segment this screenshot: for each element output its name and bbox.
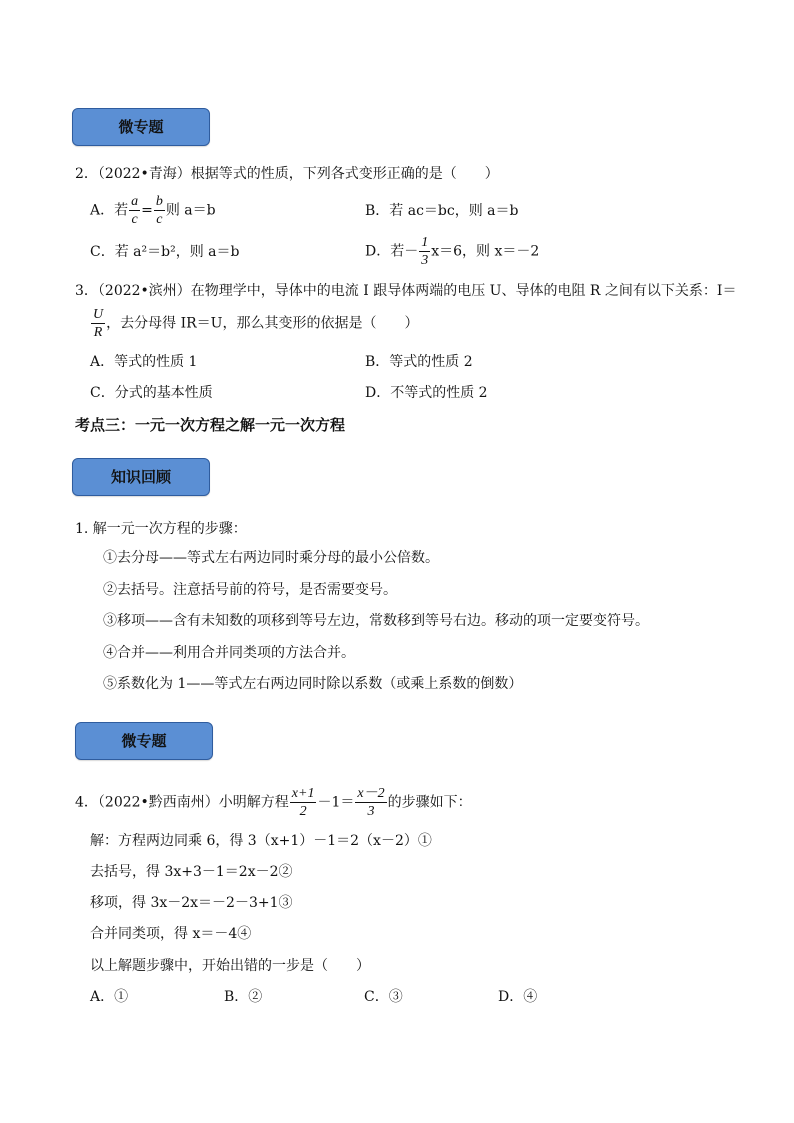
solution-line: 合并同类项，得 x＝－4④	[90, 926, 252, 942]
fraction-denominator: 2	[299, 804, 307, 819]
fraction-a-over-c	[129, 193, 140, 228]
question-2-option-c: C．若 a²＝b²，则 a＝b	[90, 244, 240, 260]
fraction-denominator: c	[156, 212, 163, 227]
fraction-numerator: b	[155, 194, 163, 209]
option-d-prefix: D．若－	[365, 243, 419, 260]
fraction-u-over-r	[91, 306, 105, 341]
question-3-stem-tail: ，去分母得 IR＝U，那么其变形的依据是（ ）	[106, 315, 419, 332]
question-4-stem-prefix: 4．（2022•黔西南州）小明解方程	[75, 794, 289, 811]
fraction-denominator: c	[131, 212, 138, 227]
fraction-x-minus-2-over-3	[355, 785, 386, 820]
question-4-option-c: C．③	[364, 989, 403, 1005]
review-step: ④合并——利用合并同类项的方法合并。	[103, 645, 355, 661]
fraction-numerator: x－2	[357, 786, 385, 801]
review-title: 1. 解一元一次方程的步骤：	[75, 521, 247, 537]
question-4-stem	[75, 785, 472, 820]
solution-line: 解：方程两边同乘 6，得 3（x+1）－1＝2（x－2）①	[90, 833, 432, 849]
fraction-numerator: 1	[421, 235, 429, 250]
solution-question: 以上解题步骤中，开始出错的一步是（ ）	[90, 958, 370, 974]
question-4-option-d: D．④	[498, 989, 538, 1005]
question-2-option-a	[90, 193, 216, 228]
solution-line: 去括号，得 3x+3－1＝2x－2②	[90, 864, 293, 880]
question-3-stem: 3．（2022•滨州）在物理学中，导体中的电流 I 跟导体两端的电压 U、导体的电阻 R 之间有以下关系：I＝	[75, 283, 737, 299]
fraction-b-over-c	[154, 193, 165, 228]
knowledge-review-tag: 知识回顾	[72, 458, 210, 496]
review-step: ①去分母——等式左右两边同时乘分母的最小公倍数。	[103, 550, 439, 566]
fraction-numerator: x+1	[291, 786, 315, 801]
question-3-option-b: B．等式的性质 2	[365, 354, 473, 370]
question-4-option-b: B．②	[224, 989, 263, 1005]
question-2-option-b: B．若 ac＝bc，则 a＝b	[365, 203, 519, 219]
question-3-option-a: A．等式的性质 1	[90, 354, 198, 370]
question-4-stem-middle: －1＝	[317, 794, 355, 811]
question-4-stem-suffix: 的步骤如下：	[387, 794, 472, 811]
fraction-x-plus-1-over-2	[290, 785, 317, 820]
fraction-denominator: 3	[421, 253, 429, 268]
section-heading: 考点三：一元一次方程之解一元一次方程	[75, 416, 346, 434]
fraction-numerator: a	[131, 194, 139, 209]
question-3-option-d: D．不等式的性质 2	[365, 385, 488, 401]
review-step: ②去括号。注意括号前的符号，是否需要变号。	[103, 582, 397, 598]
fraction-numerator: U	[93, 307, 104, 322]
micro-topic-tag: 微专题	[72, 108, 210, 146]
equals-sign: =	[141, 202, 153, 219]
micro-topic-tag: 微专题	[75, 722, 213, 760]
option-d-suffix: x＝6，则 x＝－2	[431, 243, 540, 260]
question-3-option-c: C．分式的基本性质	[90, 385, 213, 401]
solution-line: 移项，得 3x－2x＝－2－3+1③	[90, 895, 293, 911]
option-a-suffix: 则 a＝b	[165, 202, 216, 219]
question-3-stem-continued	[90, 306, 418, 341]
fraction-denominator: R	[93, 325, 103, 340]
fraction-denominator: 3	[367, 804, 375, 819]
question-2-option-d	[365, 234, 539, 269]
fraction-one-third	[419, 234, 430, 269]
option-a-prefix: A．若	[90, 202, 129, 219]
question-4-option-a: A．①	[90, 989, 129, 1005]
review-step: ③移项——含有未知数的项移到等号左边，常数移到等号右边。移动的项一定要变符号。	[103, 613, 649, 629]
question-2-stem: 2．（2022•青海）根据等式的性质，下列各式变形正确的是（ ）	[75, 166, 499, 182]
review-step: ⑤系数化为 1——等式左右两边同时除以系数（或乘上系数的倒数）	[103, 676, 523, 692]
